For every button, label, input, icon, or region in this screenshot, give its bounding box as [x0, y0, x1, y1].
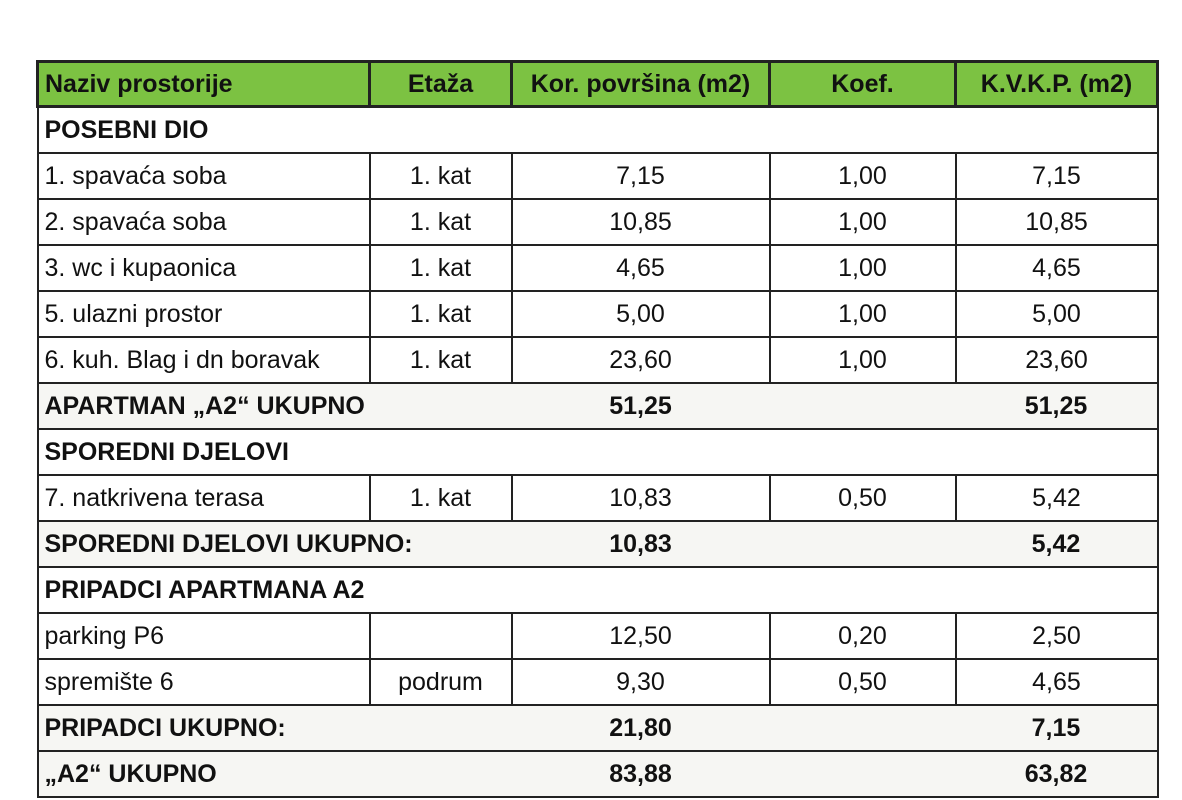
grand-total-coef-empty — [770, 751, 956, 797]
header-floor: Etaža — [370, 62, 512, 107]
cell-area: 10,85 — [512, 199, 770, 245]
subtotal-row — [38, 705, 1158, 751]
cell-name: spremište 6 — [38, 659, 370, 705]
total-coef-empty — [770, 521, 956, 567]
total-label: PRIPADCI UKUPNO: — [38, 705, 512, 751]
cell-kvkp: 5,00 — [956, 291, 1158, 337]
section-title: PRIPADCI APARTMANA A2 — [38, 567, 1158, 613]
cell-floor: 1. kat — [370, 291, 512, 337]
cell-kvkp: 10,85 — [956, 199, 1158, 245]
table-row — [38, 199, 1158, 245]
cell-floor: 1. kat — [370, 245, 512, 291]
total-kvkp: 51,25 — [956, 383, 1158, 429]
table-row — [38, 475, 1158, 521]
cell-name: 5. ulazni prostor — [38, 291, 370, 337]
header-kvkp: K.V.K.P. (m2) — [956, 62, 1158, 107]
cell-kvkp: 2,50 — [956, 613, 1158, 659]
cell-area: 5,00 — [512, 291, 770, 337]
cell-floor — [370, 613, 512, 659]
cell-floor: 1. kat — [370, 475, 512, 521]
total-label: APARTMAN „A2“ UKUPNO — [38, 383, 512, 429]
section-title: SPOREDNI DJELOVI — [38, 429, 1158, 475]
total-area: 51,25 — [512, 383, 770, 429]
cell-name: 2. spavaća soba — [38, 199, 370, 245]
header-area: Kor. površina (m2) — [512, 62, 770, 107]
cell-name: 1. spavaća soba — [38, 153, 370, 199]
cell-coef: 0,20 — [770, 613, 956, 659]
grand-total-row — [38, 751, 1158, 797]
table-row — [38, 337, 1158, 383]
cell-area: 9,30 — [512, 659, 770, 705]
total-area: 10,83 — [512, 521, 770, 567]
cell-coef: 0,50 — [770, 475, 956, 521]
total-coef-empty — [770, 383, 956, 429]
area-table — [36, 60, 1159, 798]
total-label: SPOREDNI DJELOVI UKUPNO: — [38, 521, 512, 567]
cell-area: 12,50 — [512, 613, 770, 659]
cell-area: 7,15 — [512, 153, 770, 199]
table-row — [38, 659, 1158, 705]
cell-floor: podrum — [370, 659, 512, 705]
table-row — [38, 613, 1158, 659]
cell-area: 10,83 — [512, 475, 770, 521]
cell-name: 3. wc i kupaonica — [38, 245, 370, 291]
table-row — [38, 291, 1158, 337]
total-kvkp: 5,42 — [956, 521, 1158, 567]
section-header-row — [38, 567, 1158, 613]
section-header-row — [38, 429, 1158, 475]
subtotal-row — [38, 383, 1158, 429]
cell-floor: 1. kat — [370, 153, 512, 199]
cell-floor: 1. kat — [370, 337, 512, 383]
grand-total-label: „A2“ UKUPNO — [38, 751, 512, 797]
table-row — [38, 245, 1158, 291]
cell-kvkp: 5,42 — [956, 475, 1158, 521]
grand-total-area: 83,88 — [512, 751, 770, 797]
table-row — [38, 153, 1158, 199]
cell-name: 6. kuh. Blag i dn boravak — [38, 337, 370, 383]
cell-name: parking P6 — [38, 613, 370, 659]
cell-name: 7. natkrivena terasa — [38, 475, 370, 521]
section-title: POSEBNI DIO — [38, 107, 1158, 154]
subtotal-row — [38, 521, 1158, 567]
cell-coef: 1,00 — [770, 199, 956, 245]
cell-kvkp: 4,65 — [956, 245, 1158, 291]
cell-kvkp: 4,65 — [956, 659, 1158, 705]
cell-coef: 1,00 — [770, 153, 956, 199]
cell-coef: 1,00 — [770, 245, 956, 291]
total-area: 21,80 — [512, 705, 770, 751]
cell-coef: 1,00 — [770, 337, 956, 383]
total-coef-empty — [770, 705, 956, 751]
cell-kvkp: 23,60 — [956, 337, 1158, 383]
cell-area: 23,60 — [512, 337, 770, 383]
cell-kvkp: 7,15 — [956, 153, 1158, 199]
total-kvkp: 7,15 — [956, 705, 1158, 751]
cell-area: 4,65 — [512, 245, 770, 291]
header-name: Naziv prostorije — [38, 62, 370, 107]
cell-coef: 0,50 — [770, 659, 956, 705]
grand-total-kvkp: 63,82 — [956, 751, 1158, 797]
cell-coef: 1,00 — [770, 291, 956, 337]
header-row — [38, 62, 1158, 107]
section-header-row — [38, 107, 1158, 154]
cell-floor: 1. kat — [370, 199, 512, 245]
header-coef: Koef. — [770, 62, 956, 107]
